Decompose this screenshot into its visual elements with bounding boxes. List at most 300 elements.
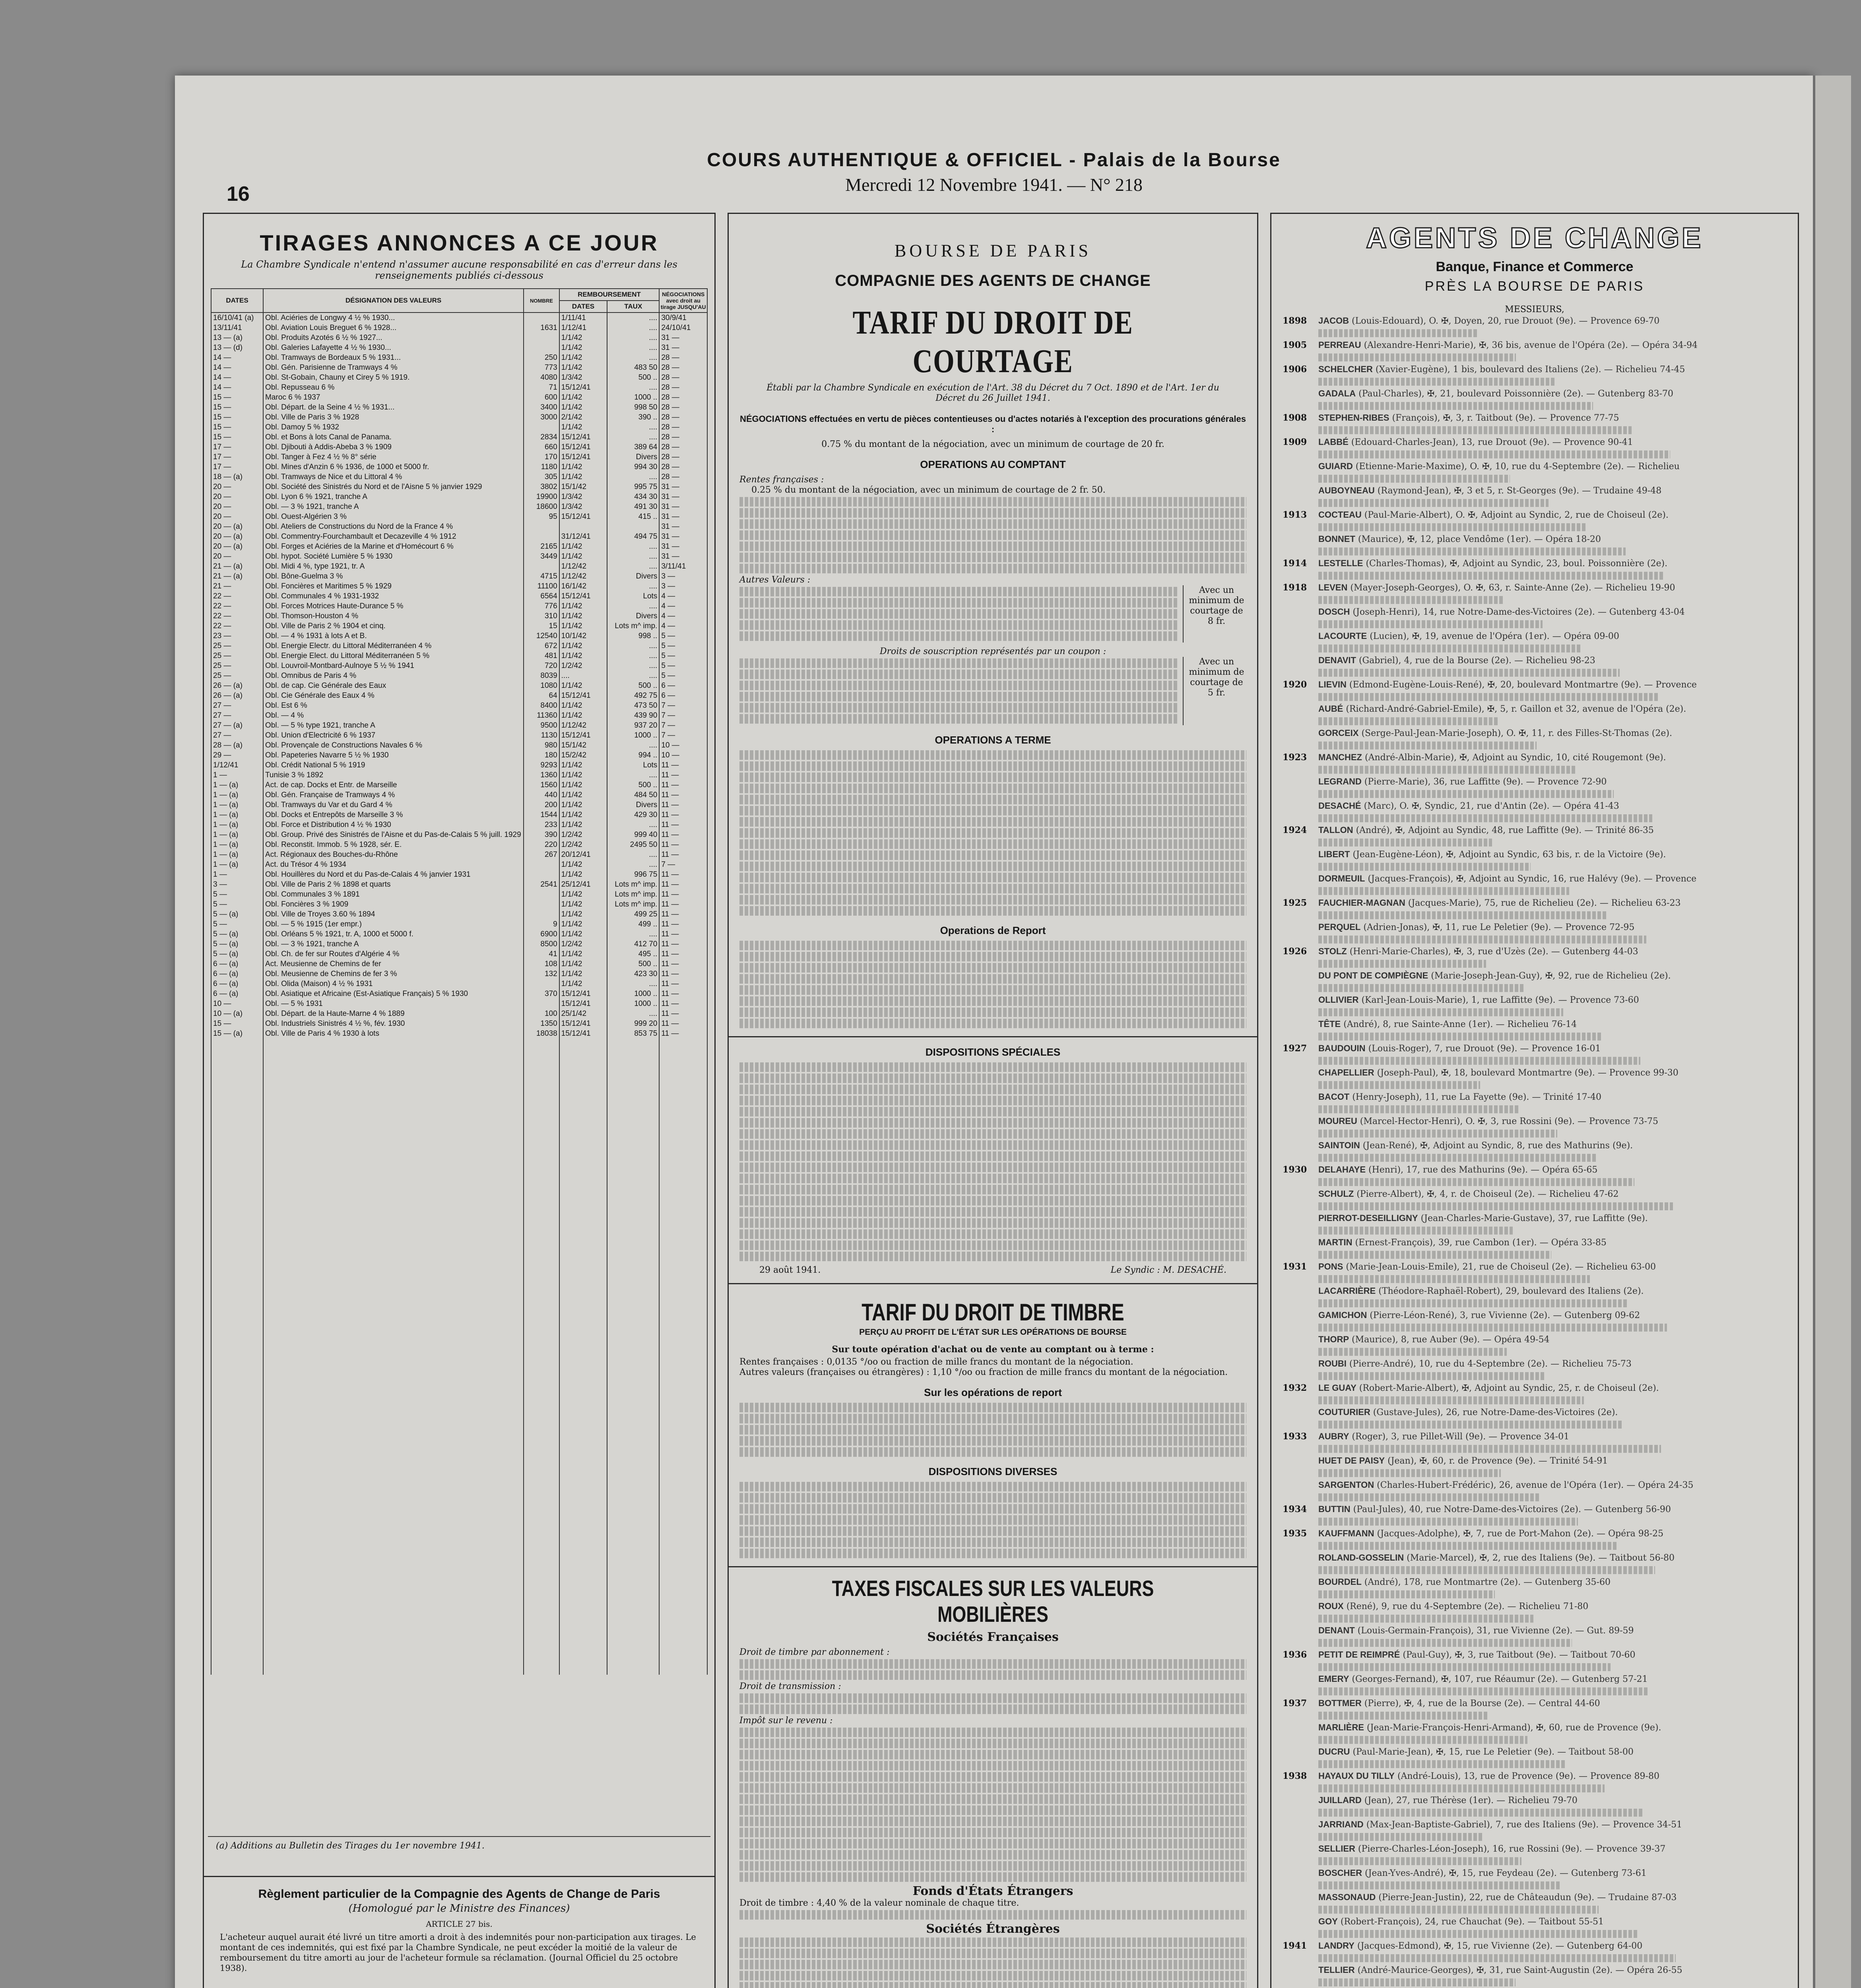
agent-entry [1271, 582, 1798, 594]
table-row [211, 790, 707, 800]
timbre-subtitle: PERÇU AU PROFIT DE L'ÉTAT SUR LES OPÉRATIONS DE BOURSE [859, 1328, 1127, 1337]
autres-valeurs-label: Autres Valeurs : [739, 575, 811, 585]
agent-entry [1271, 994, 1798, 1006]
cell-nombre: 672 [524, 641, 559, 651]
cell-name: Act. Régionaux des Bouches-du-Rhône [263, 850, 524, 860]
cell-rdate: 1/1/42 [559, 969, 607, 979]
agent-name: MARTIN [1318, 1237, 1353, 1247]
cell-taux: .... [607, 651, 659, 661]
cell-rdate: 1/1/42 [559, 601, 607, 611]
cell-name: Obl. Midi 4 %, type 1921, tr. A [263, 561, 524, 571]
cell-taux: 994 30 [607, 462, 659, 472]
agent-year: 1938 [1283, 1771, 1307, 1781]
cell-date: 27 — (a) [211, 720, 263, 730]
agent-year [1283, 1285, 1318, 1297]
cell-neg: 28 — [659, 452, 707, 462]
cell-date: 15 — (a) [211, 1029, 263, 1039]
cell-name: Obl. Ch. de fer sur Routes d'Algérie 4 % [263, 949, 524, 959]
agent-name: GAMICHON [1318, 1310, 1367, 1320]
agent-details: (Charles-Hubert-Frédéric), 26, avenue de l'Opéra (1er). — Opéra 24-35 [1377, 1480, 1694, 1490]
table-row [211, 432, 707, 442]
tirages-body [211, 313, 707, 1675]
agent-name: HAYAUX DU TILLY [1318, 1771, 1395, 1781]
agent-entry [1271, 533, 1798, 546]
tirages-footnote-block [204, 1836, 714, 1855]
agent-entry [1271, 388, 1798, 400]
cell-rdate: 1/1/42 [559, 363, 607, 373]
agent-details: (Maurice), 8, rue Auber (9e). — Opéra 49-54 [1352, 1335, 1550, 1345]
agent-name: SARGENTON [1318, 1480, 1374, 1490]
compagnie-title: COMPAGNIE DES AGENTS DE CHANGE [835, 272, 1151, 289]
cell-rdate: 1/1/42 [559, 472, 607, 482]
cell-taux: 853 75 [607, 1029, 659, 1039]
table-row [211, 989, 707, 999]
agent-year [1283, 994, 1318, 1006]
cell-neg: 11 — [659, 949, 707, 959]
cell-rdate: 1/3/42 [559, 373, 607, 382]
agent-year [1283, 970, 1318, 982]
cell-nombre: 132 [524, 969, 559, 979]
cell-name: Obl. Djibouti à Addis-Abeba 3 % 1909 [263, 442, 524, 452]
cell-nombre: 776 [524, 601, 559, 611]
table-row [211, 661, 707, 671]
cell-date: 20 — (a) [211, 542, 263, 551]
tirages-column [203, 213, 716, 1988]
cell-neg: 11 — [659, 1019, 707, 1029]
cell-date: 21 — [211, 581, 263, 591]
agent-details: (Etienne-Marie-Maxime), O. ✠, 10, rue du 4-Septembre (2e). — Richelieu [1355, 462, 1680, 472]
cell-date: 1 — (a) [211, 790, 263, 800]
cell-rdate: 1/3/42 [559, 502, 607, 512]
agent-name: PIERROT-DESEILLIGNY [1318, 1213, 1418, 1223]
cell-date: 20 — (a) [211, 532, 263, 542]
agent-entry [1271, 1964, 1798, 1976]
agent-name: MANCHEZ [1318, 752, 1362, 762]
table-row [211, 870, 707, 879]
cell-date: 20 — [211, 482, 263, 492]
agent-year [1283, 1237, 1318, 1249]
cell-taux: .... [607, 641, 659, 651]
th-rb-dates: DATES [559, 301, 607, 313]
agent-name: AUBRY [1318, 1431, 1349, 1441]
cell-nombre: 773 [524, 363, 559, 373]
cell-taux: .... [607, 551, 659, 561]
agent-year: 1926 [1283, 946, 1307, 957]
cell-date: 6 — (a) [211, 969, 263, 979]
agent-year: 1936 [1283, 1650, 1307, 1660]
cell-date: 25 — [211, 671, 263, 681]
agent-year [1283, 1916, 1318, 1928]
cell-date: 15 — [211, 422, 263, 432]
cell-rdate: 1/1/42 [559, 979, 607, 989]
table-row [211, 373, 707, 382]
cell-taux: .... [607, 601, 659, 611]
cell-neg: 24/10/41 [659, 323, 707, 333]
agent-entry [1271, 703, 1798, 715]
cell-name: Obl. Produits Azotés 6 ½ % 1927... [263, 333, 524, 343]
cell-rdate: 15/12/41 [559, 591, 607, 601]
agent-year [1283, 1334, 1318, 1346]
societes-etrangeres-heading: Sociétés Étrangères [926, 1922, 1060, 1936]
agent-year [1283, 1867, 1318, 1879]
cell-date: 25 — [211, 651, 263, 661]
agent-name: MARLIÈRE [1318, 1722, 1364, 1732]
agent-name: BOSCHER [1318, 1868, 1362, 1878]
cell-name: Obl. Aviation Louis Breguet 6 % 1928... [263, 323, 524, 333]
cell-name: Obl. Ateliers de Constructions du Nord de la France 4 % [263, 522, 524, 532]
agent-details: (Louis-Germain-François), 31, rue Vivienne (2e). — Gut. 89-59 [1357, 1626, 1634, 1636]
cell-nombre: 8400 [524, 701, 559, 711]
cell-neg: 11 — [659, 899, 707, 909]
table-row [211, 879, 707, 889]
cell-date: 14 — [211, 382, 263, 392]
agent-entry [1271, 1067, 1798, 1079]
cell-date: 20 — [211, 551, 263, 561]
table-row [211, 621, 707, 631]
cell-rdate: 15/12/41 [559, 691, 607, 701]
table-row [211, 730, 707, 740]
agent-details: (Pierre-Charles-Léon-Joseph), 16, rue Rossini (9e). — Provence 39-37 [1358, 1844, 1666, 1854]
cell-date: 5 — [211, 889, 263, 899]
cell-taux: .... [607, 661, 659, 671]
th-designation: DÉSIGNATION DES VALEURS [263, 289, 524, 313]
cell-name: Obl. Ouest-Algérien 3 % [263, 512, 524, 522]
cell-taux: .... [607, 313, 659, 323]
agent-year [1283, 1358, 1318, 1370]
cell-neg: 28 — [659, 442, 707, 452]
cell-name: Obl. Tanger à Fez 4 ½ % 8° série [263, 452, 524, 462]
cell-date: 17 — [211, 442, 263, 452]
cell-nombre [524, 561, 559, 571]
agent-details: (Adrien-Jonas), ✠, 11, rue Le Peletier (9e). — Provence 72-95 [1363, 922, 1635, 932]
cell-name: Obl. Industriels Sinistrés 4 ½ %, fév. 1930 [263, 1019, 524, 1029]
cell-nombre: 11100 [524, 581, 559, 591]
cell-date: 15 — [211, 412, 263, 422]
table-row [211, 720, 707, 730]
cell-neg: 31 — [659, 343, 707, 353]
cell-name: Obl. Docks et Entrepôts de Marseille 3 % [263, 810, 524, 820]
table-row [211, 551, 707, 561]
agent-name: PETIT DE REIMPRÉ [1318, 1650, 1400, 1660]
cell-taux: 999 20 [607, 1019, 659, 1029]
table-row [211, 959, 707, 969]
timbre-title: TARIF DU DROIT DE TIMBRE [862, 1299, 1124, 1326]
agent-name: JACOB [1318, 316, 1349, 326]
agent-year [1283, 654, 1318, 667]
agent-details: (Georges-Fernand), ✠, 107, rue Réaumur (2e). — Gutenberg 57-21 [1352, 1674, 1648, 1684]
cell-taux: Lots m^ imp. [607, 621, 659, 631]
cell-rdate: 1/1/42 [559, 343, 607, 353]
agent-details: (Marie-Marcel), ✠, 2, rue des Italiens (9e). — Taitbout 56-80 [1407, 1553, 1675, 1563]
agent-name: LACARRIÈRE [1318, 1286, 1376, 1296]
cell-neg: 4 — [659, 621, 707, 631]
agent-year [1283, 1552, 1318, 1564]
newspaper-page [175, 76, 1813, 1988]
cell-nombre: 19900 [524, 492, 559, 502]
tirages-subtitle: La Chambre Syndicale n'entend n'assumer aucune responsabilité en cas d'erreur dans les renseignements publiés ci-dessous [241, 259, 677, 281]
table-row [211, 939, 707, 949]
cell-date: 17 — [211, 462, 263, 472]
cell-date: 22 — [211, 611, 263, 621]
droits-block [728, 657, 1258, 725]
cell-rdate: 16/1/42 [559, 581, 607, 591]
agent-year [1283, 1309, 1318, 1322]
cell-neg: 11 — [659, 770, 707, 780]
masthead-date: Mercredi 12 Novembre 1941. — N° 218 [845, 175, 1143, 195]
agent-details: (André-Albin-Marie), ✠, Adjoint au Syndic, 10, cité Rougemont (9e). [1365, 753, 1666, 763]
cell-rdate: 15/12/41 [559, 1029, 607, 1039]
th-nombre: NOMBRE [524, 289, 559, 313]
agent-details: (Jean), ✠, 60, r. de Provence (9e). — Trinité 54-91 [1388, 1456, 1608, 1466]
agent-year [1283, 727, 1318, 740]
cell-date: 28 — (a) [211, 740, 263, 750]
tirages-footnote: (a) Additions au Bulletin des Tirages du 1er novembre 1941. [208, 1836, 710, 1855]
cell-nombre: 12540 [524, 631, 559, 641]
agent-name: DESACHÉ [1318, 801, 1361, 811]
tirages-title: TIRAGES ANNONCES A CE JOUR [260, 230, 659, 255]
agent-year: 1931 [1283, 1262, 1307, 1272]
cell-rdate: 1/1/42 [559, 711, 607, 720]
agents-column [1270, 213, 1799, 1988]
cell-name: Obl. Ville de Paris 4 % 1930 à lots [263, 1029, 524, 1039]
cell-nombre: 220 [524, 840, 559, 850]
masthead [175, 149, 1813, 195]
agent-entry [1271, 751, 1798, 764]
agent-details: (Henri), 17, rue des Mathurins (9e). — Opéra 65-65 [1368, 1165, 1598, 1175]
cell-neg: 3 — [659, 581, 707, 591]
agent-name: PERREAU [1318, 340, 1361, 350]
cell-taux: 1000 .. [607, 989, 659, 999]
cell-date: 14 — [211, 363, 263, 373]
taxes-title: TAXES FISCALES SUR LES VALEURS MOBILIÈRES [832, 1576, 1154, 1627]
cell-name: Obl. Aciéries de Longwy 4 ½ % 1930... [263, 313, 524, 323]
agent-name: AUBOYNEAU [1318, 485, 1375, 495]
cell-neg: 5 — [659, 671, 707, 681]
table-row [211, 929, 707, 939]
cell-name: Obl. Repusseau 6 % [263, 382, 524, 392]
cell-neg: 28 — [659, 402, 707, 412]
agent-details: (Henry-Joseph), 11, rue La Fayette (9e). — Trinité 17-40 [1352, 1092, 1602, 1102]
cell-date: 27 — [211, 701, 263, 711]
cell-date: 15 — [211, 1019, 263, 1029]
agent-year: 1909 [1283, 437, 1307, 447]
min-5fr-note: Avec un minimum de courtage de 5 fr. [1183, 657, 1246, 725]
agent-name: ROUX [1318, 1601, 1344, 1611]
agent-name: STOLZ [1318, 946, 1347, 956]
cell-name: Obl. Ville de Paris 2 % 1898 et quarts [263, 879, 524, 889]
table-row [211, 860, 707, 870]
cell-nombre: 15 [524, 621, 559, 631]
cell-neg: 28 — [659, 422, 707, 432]
agent-details: (Edouard-Charles-Jean), 13, rue Drouot (9e). — Provence 90-41 [1351, 437, 1633, 447]
table-row [211, 711, 707, 720]
agent-entry [1271, 1431, 1798, 1443]
table-row [211, 750, 707, 760]
cell-rdate: 1/1/42 [559, 800, 607, 810]
cell-nombre: 3449 [524, 551, 559, 561]
agent-entry [1271, 1479, 1798, 1491]
agent-name: BAUDOUIN [1318, 1043, 1366, 1053]
cell-nombre: 18600 [524, 502, 559, 512]
reglement-title: Règlement particulier de la Compagnie des Agents de Change de Paris [258, 1887, 660, 1901]
agent-entry [1271, 1455, 1798, 1467]
cell-name: Obl. Est 6 % [263, 701, 524, 711]
cell-name: Obl. Reconstit. Immob. 5 % 1928, sér. E. [263, 840, 524, 850]
agent-entry [1271, 1552, 1798, 1564]
cell-taux: 390 .. [607, 412, 659, 422]
dispositions-text [728, 1062, 1258, 1261]
agent-details: (Pierre-Léon-René), 3, rue Vivienne (2e). — Gutenberg 09-62 [1370, 1310, 1640, 1320]
cell-taux: 999 40 [607, 830, 659, 840]
table-row [211, 571, 707, 581]
page-number: 16 [227, 182, 250, 206]
agent-year: 1908 [1283, 413, 1307, 423]
cell-name: Obl. — 5 % type 1921, tranche A [263, 720, 524, 730]
cell-rdate: 1/1/42 [559, 551, 607, 561]
table-row [211, 452, 707, 462]
agent-details: (François), ✠, 3, r. Taitbout (9e). — Provence 77-75 [1392, 413, 1619, 423]
cell-name: Obl. Gén. Française de Tramways 4 % [263, 790, 524, 800]
cell-name: Obl. Communales 3 % 1891 [263, 889, 524, 899]
cell-taux: .... [607, 860, 659, 870]
agent-year [1283, 1746, 1318, 1758]
cell-taux: 499 25 [607, 909, 659, 919]
agent-entry [1271, 1212, 1798, 1225]
agent-entry [1271, 1819, 1798, 1831]
agent-details: (André), 8, rue Sainte-Anne (1er). — Richelieu 76-14 [1343, 1019, 1577, 1029]
agent-name: THORP [1318, 1334, 1349, 1344]
cell-neg: 7 — [659, 701, 707, 711]
reglement-block [204, 1876, 714, 1973]
cell-date: 1 — (a) [211, 840, 263, 850]
cell-nombre [524, 333, 559, 343]
agent-details: (Alexandre-Henri-Marie), ✠, 36 bis, avenue de l'Opéra (2e). — Opéra 34-94 [1364, 340, 1698, 350]
cell-nombre: 11360 [524, 711, 559, 720]
agent-name: BOTTMER [1318, 1698, 1362, 1708]
cell-rdate: 1/1/42 [559, 919, 607, 929]
cell-neg: 5 — [659, 661, 707, 671]
cell-date: 14 — [211, 353, 263, 363]
cell-neg: 11 — [659, 830, 707, 840]
agent-year [1283, 1964, 1318, 1976]
table-row [211, 651, 707, 661]
cell-taux: .... [607, 422, 659, 432]
cell-rdate: 15/12/41 [559, 989, 607, 999]
agent-details: (Edmond-Eugène-Louis-René), ✠, 20, boulevard Montmartre (9e). — Provence [1349, 680, 1697, 690]
cell-neg: 31 — [659, 551, 707, 561]
cell-nombre: 720 [524, 661, 559, 671]
tarif-courtage-title: TARIF DU DROIT DE COURTAGE [852, 304, 1133, 380]
agent-entry [1271, 557, 1798, 570]
cell-name: Obl. Foncières et Maritimes 5 % 1929 [263, 581, 524, 591]
cell-neg: 3/11/41 [659, 561, 707, 571]
agent-name: DENANT [1318, 1625, 1355, 1635]
cell-rdate: 15/1/42 [559, 740, 607, 750]
table-row [211, 770, 707, 780]
agent-details: (Lucien), ✠, 19, avenue de l'Opéra (1er). — Opéra 09-00 [1370, 631, 1619, 641]
agent-entry [1271, 460, 1798, 473]
table-row [211, 701, 707, 711]
cell-date: 20 — [211, 502, 263, 512]
agent-name: SAINTOIN [1318, 1140, 1360, 1150]
cell-name: Obl. Gén. Parisienne de Tramways 4 % [263, 363, 524, 373]
cell-date: 1 — (a) [211, 810, 263, 820]
th-rb-taux: TAUX [607, 301, 659, 313]
cell-neg: 10 — [659, 740, 707, 750]
agent-entry [1271, 315, 1798, 327]
reglement-subtitle: (Homologué par le Ministre des Finances) [348, 1903, 570, 1914]
cell-date: 1 — (a) [211, 820, 263, 830]
agent-year [1283, 1212, 1318, 1225]
agent-year [1283, 1819, 1318, 1831]
cell-rdate: 15/12/41 [559, 452, 607, 462]
table-row [211, 919, 707, 929]
agent-details: (Jacques-Marie), 75, rue de Richelieu (2e). — Richelieu 63-23 [1408, 898, 1681, 908]
cell-rdate: 15/12/41 [559, 1019, 607, 1029]
th-dates: DATES [211, 289, 263, 313]
cell-neg: 30/9/41 [659, 313, 707, 323]
report-heading: Operations de Report [940, 924, 1046, 936]
agent-year [1283, 1794, 1318, 1807]
agent-name: GUIARD [1318, 461, 1353, 471]
agent-year [1283, 1722, 1318, 1734]
table-row [211, 542, 707, 551]
cell-date: 6 — (a) [211, 979, 263, 989]
cell-taux: 998 .. [607, 631, 659, 641]
cell-date: 1 — (a) [211, 800, 263, 810]
cell-nombre: 310 [524, 611, 559, 621]
agent-details: (Joseph-Paul), ✠, 18, boulevard Montmartre (9e). — Provence 99-30 [1377, 1068, 1679, 1078]
cell-nombre [524, 899, 559, 909]
cell-neg: 28 — [659, 432, 707, 442]
cell-date: 1 — (a) [211, 860, 263, 870]
cell-nombre: 2834 [524, 432, 559, 442]
agent-year [1283, 1018, 1318, 1031]
cell-nombre: 1130 [524, 730, 559, 740]
cell-name: Obl. Bône-Guelma 3 % [263, 571, 524, 581]
agents-subtitle: Banque, Finance et Commerce [1436, 259, 1634, 274]
cell-neg: 11 — [659, 979, 707, 989]
cell-date: 5 — (a) [211, 909, 263, 919]
cell-rdate: 31/12/41 [559, 532, 607, 542]
agent-name: BACOT [1318, 1092, 1350, 1102]
cell-nombre: 1350 [524, 1019, 559, 1029]
table-row [211, 820, 707, 830]
table-row [211, 810, 707, 820]
cell-taux: .... [607, 432, 659, 442]
agent-entry [1271, 1091, 1798, 1103]
cell-neg: 31 — [659, 482, 707, 492]
agent-year [1283, 630, 1318, 643]
cell-neg: 11 — [659, 999, 707, 1009]
cell-rdate: 1/1/42 [559, 641, 607, 651]
cell-nombre: 1180 [524, 462, 559, 472]
agent-name: SELLIER [1318, 1844, 1355, 1854]
agent-name: BONNET [1318, 534, 1355, 544]
agent-entry [1271, 1261, 1798, 1273]
cell-nombre: 8039 [524, 671, 559, 681]
agent-name: TELLIER [1318, 1965, 1355, 1975]
cell-date: 26 — (a) [211, 691, 263, 701]
cell-nombre [524, 522, 559, 532]
agent-details: (Marcel-Hector-Henri), O. ✠, 3, rue Rossini (9e). — Provence 73-75 [1360, 1116, 1658, 1126]
cell-rdate: 1/1/42 [559, 760, 607, 770]
table-row [211, 402, 707, 412]
agents-list [1271, 315, 1798, 1988]
agent-entry [1271, 848, 1798, 861]
cell-nombre: 267 [524, 850, 559, 860]
cell-rdate: 1/11/41 [559, 313, 607, 323]
